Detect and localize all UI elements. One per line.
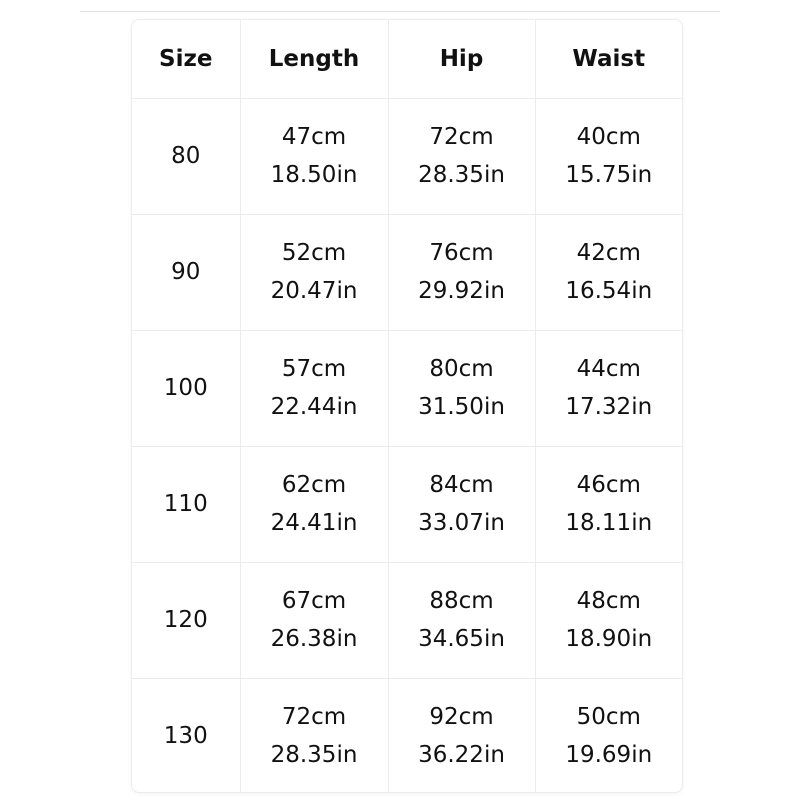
length-cm: 52cm bbox=[281, 240, 347, 266]
hip-cm: 84cm bbox=[429, 472, 494, 498]
hip-cm: 72cm bbox=[429, 124, 494, 150]
header-row bbox=[132, 20, 682, 98]
length-in: 26.38in bbox=[270, 626, 358, 652]
waist-cell bbox=[535, 678, 682, 793]
length-cm: 57cm bbox=[281, 356, 347, 382]
length-in: 28.35in bbox=[270, 742, 358, 769]
hip-cell bbox=[388, 214, 535, 330]
length-cell bbox=[240, 562, 388, 678]
column-header-size: Size bbox=[132, 20, 240, 98]
column-header-hip: Hip bbox=[388, 20, 535, 98]
hip-cell bbox=[388, 562, 535, 678]
waist-cm: 46cm bbox=[576, 472, 641, 498]
hip-in: 33.07in bbox=[418, 510, 505, 536]
size-cell: 90 bbox=[132, 214, 240, 330]
column-header-length: Length bbox=[240, 20, 388, 98]
hip-cell bbox=[388, 98, 535, 214]
table-row bbox=[132, 678, 682, 793]
table-row bbox=[132, 98, 682, 214]
size-cell: 120 bbox=[132, 562, 240, 678]
length-in: 20.47in bbox=[270, 278, 358, 304]
hip-cm: 80cm bbox=[429, 356, 494, 382]
length-in: 18.50in bbox=[270, 162, 358, 188]
size-cell: 110 bbox=[132, 446, 240, 562]
hip-cm: 76cm bbox=[429, 240, 494, 266]
hip-in: 28.35in bbox=[418, 162, 505, 188]
size-cell: 100 bbox=[132, 330, 240, 446]
waist-in: 18.11in bbox=[565, 510, 653, 536]
size-chart-table bbox=[132, 20, 682, 793]
length-cell bbox=[240, 98, 388, 214]
column-header-waist: Waist bbox=[535, 20, 682, 98]
waist-cell bbox=[535, 214, 682, 330]
table-row bbox=[132, 562, 682, 678]
waist-cell bbox=[535, 98, 682, 214]
length-cell bbox=[240, 446, 388, 562]
hip-cell bbox=[388, 446, 535, 562]
size-cell: 80 bbox=[132, 98, 240, 214]
hip-in: 31.50in bbox=[418, 394, 505, 420]
length-cell bbox=[240, 214, 388, 330]
waist-in: 19.69in bbox=[565, 742, 653, 769]
length-cm: 62cm bbox=[281, 472, 347, 498]
hip-cell bbox=[388, 330, 535, 446]
waist-in: 17.32in bbox=[565, 394, 653, 420]
waist-cm: 40cm bbox=[576, 124, 641, 150]
length-in: 24.41in bbox=[270, 510, 358, 536]
size-cell: 130 bbox=[132, 678, 240, 793]
length-cm: 67cm bbox=[281, 588, 347, 614]
hip-cm: 92cm bbox=[429, 704, 494, 731]
waist-cell bbox=[535, 562, 682, 678]
waist-cm: 48cm bbox=[576, 588, 641, 614]
table-row bbox=[132, 446, 682, 562]
length-cell bbox=[240, 678, 388, 793]
length-cm: 47cm bbox=[281, 124, 347, 150]
waist-in: 15.75in bbox=[565, 162, 653, 188]
waist-cell bbox=[535, 446, 682, 562]
table-row bbox=[132, 330, 682, 446]
length-cm: 72cm bbox=[281, 704, 347, 731]
length-cell bbox=[240, 330, 388, 446]
waist-in: 16.54in bbox=[565, 278, 653, 304]
waist-cm: 42cm bbox=[576, 240, 641, 266]
hip-in: 34.65in bbox=[418, 626, 505, 652]
divider bbox=[80, 11, 720, 12]
hip-in: 36.22in bbox=[418, 742, 505, 769]
hip-in: 29.92in bbox=[418, 278, 505, 304]
hip-cell bbox=[388, 678, 535, 793]
length-in: 22.44in bbox=[270, 394, 358, 420]
table-row bbox=[132, 214, 682, 330]
waist-cm: 44cm bbox=[576, 356, 641, 382]
waist-in: 18.90in bbox=[565, 626, 653, 652]
hip-cm: 88cm bbox=[429, 588, 494, 614]
size-chart-card bbox=[131, 19, 683, 793]
waist-cm: 50cm bbox=[576, 704, 641, 731]
waist-cell bbox=[535, 330, 682, 446]
